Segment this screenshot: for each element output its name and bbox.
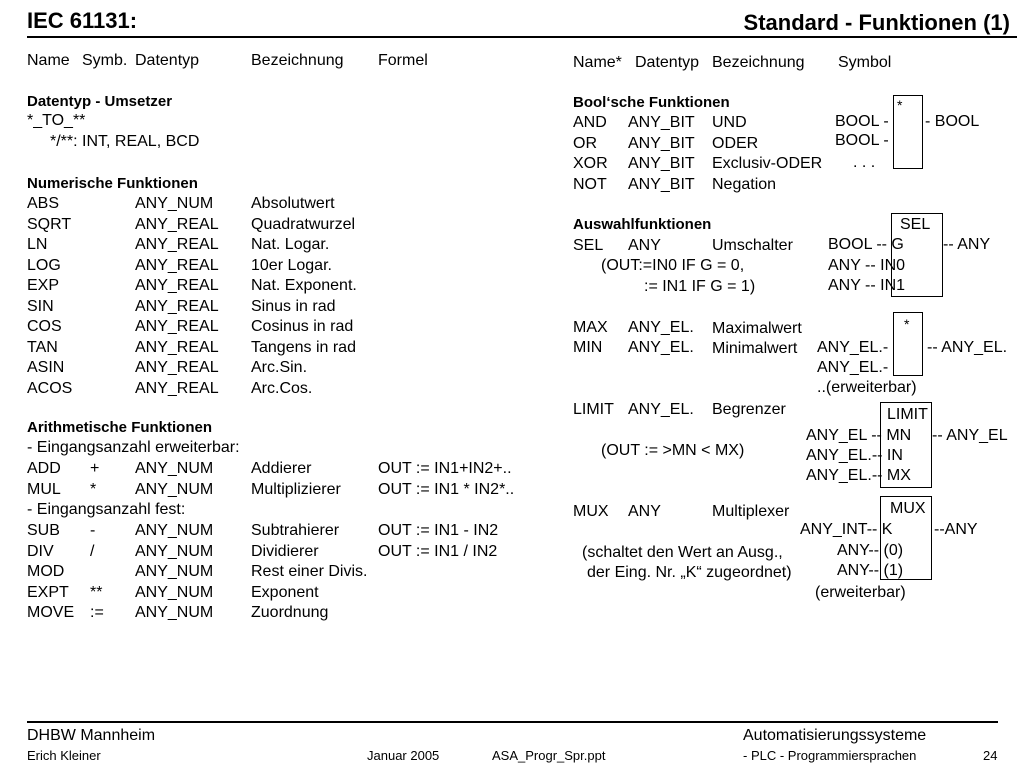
footer-divider bbox=[27, 721, 998, 723]
bool-row-3-col-0: NOT bbox=[573, 175, 607, 193]
bool-row-3-col-2: Negation bbox=[712, 175, 777, 193]
arith-ext-row-1-col-0: MUL bbox=[27, 480, 61, 498]
arith-fixed-row-0-col-0: SUB bbox=[27, 522, 60, 539]
arith-fixed-row-4-col-0: MOVE bbox=[27, 604, 75, 621]
arith-fixed-row-2-col-2: ANY_NUM bbox=[135, 563, 214, 580]
header-right-title: Standard - Funktionen (1) bbox=[743, 10, 1010, 35]
bool-row-1-col-2: ODER bbox=[712, 134, 759, 152]
sel-block-title: SEL bbox=[900, 216, 931, 233]
num-row-5-col-2: Sinus in rad bbox=[251, 297, 336, 315]
max-description: Maximalwert bbox=[712, 320, 802, 337]
num-row-4-col-0: EXP bbox=[27, 277, 60, 294]
arith-fixed-row-0-col-1: - bbox=[90, 522, 96, 539]
bool-block-dots: . . . bbox=[853, 154, 876, 171]
num-row-1-col-2: Quadratwurzel bbox=[251, 215, 356, 233]
sel-block-input-in0: ANY -- IN0 bbox=[828, 257, 906, 274]
num-row-0-col-2: Absolutwert bbox=[251, 195, 335, 212]
num-title: Numerische Funktionen bbox=[27, 175, 198, 192]
bool-block-output: - BOOL bbox=[925, 113, 980, 130]
num-row-5-col-1: ANY_REAL bbox=[135, 297, 219, 315]
arith-ext-row-1-col-3: Multiplizierer bbox=[251, 480, 341, 498]
arith-fixed-row-1-col-3: Dividierer bbox=[251, 542, 319, 560]
arith-note-fixed: - Eingangsanzahl fest: bbox=[27, 501, 186, 518]
mux-note-2: der Eing. Nr. „K“ zugeordnet) bbox=[587, 564, 792, 581]
limit-name: LIMIT bbox=[573, 401, 614, 418]
num-row-2-col-2: Nat. Logar. bbox=[251, 236, 330, 253]
conv-line-1: *_TO_** bbox=[27, 112, 86, 129]
arith-fixed-row-3-col-0: EXPT bbox=[27, 583, 69, 601]
num-row-6-col-0: COS bbox=[27, 318, 62, 335]
bool-row-2-col-1: ANY_BIT bbox=[628, 155, 695, 172]
sel-block-output: -- ANY bbox=[943, 236, 991, 253]
arith-fixed-row-0-col-4: OUT := IN1 - IN2 bbox=[378, 522, 499, 539]
num-row-3-col-2: 10er Logar. bbox=[251, 256, 332, 274]
bool-row-0-col-2: UND bbox=[712, 114, 747, 131]
arith-fixed-row-0-col-3: Subtrahierer bbox=[251, 522, 340, 539]
num-row-8-col-0: ASIN bbox=[27, 359, 65, 376]
bool-row-3-col-1: ANY_BIT bbox=[628, 175, 695, 193]
arith-fixed-row-1-col-1: / bbox=[90, 542, 95, 560]
maxmin-block-input-1: ANY_EL.- bbox=[817, 339, 889, 356]
limit-description: Begrenzer bbox=[712, 401, 786, 418]
bool-row-0-col-1: ANY_BIT bbox=[628, 114, 695, 131]
conv-line-2: */**: INT, REAL, BCD bbox=[50, 133, 200, 150]
right-col-header-symbol: Symbol bbox=[838, 54, 892, 71]
num-row-1-col-0: SQRT bbox=[27, 215, 72, 233]
footer-institution: DHBW Mannheim bbox=[27, 727, 156, 744]
bool-row-2-col-2: Exclusiv-ODER bbox=[712, 155, 823, 172]
mux-block-note: (erweiterbar) bbox=[815, 584, 906, 601]
maxmin-block-note: ..(erweiterbar) bbox=[817, 379, 917, 396]
limit-block-input-mn: ANY_EL -- MN bbox=[806, 427, 912, 444]
limit-block-input-in: ANY_EL.-- IN bbox=[806, 447, 903, 464]
min-name: MIN bbox=[573, 339, 603, 356]
bool-row-0-col-0: AND bbox=[573, 114, 607, 131]
arith-ext-row-0-col-1: + bbox=[90, 460, 100, 477]
num-row-7-col-0: TAN bbox=[27, 338, 58, 356]
mux-block-input-k: ANY_INT-- K bbox=[800, 521, 893, 538]
num-row-7-col-1: ANY_REAL bbox=[135, 338, 219, 356]
footer-course: Automatisierungssysteme bbox=[743, 727, 927, 744]
bool-row-1-col-0: OR bbox=[573, 134, 597, 152]
limit-block-output: -- ANY_EL bbox=[932, 427, 1008, 444]
max-datatype: ANY_EL. bbox=[628, 319, 694, 336]
sel-formula-1: (OUT:=IN0 IF G = 0, bbox=[601, 257, 745, 274]
bool-block-input-2: BOOL - bbox=[835, 132, 889, 149]
mux-description: Multiplexer bbox=[712, 503, 790, 520]
num-row-8-col-2: Arc.Sin. bbox=[251, 359, 308, 376]
sel-datatype: ANY bbox=[628, 237, 661, 254]
mux-block-output: --ANY bbox=[934, 521, 978, 538]
num-row-9-col-1: ANY_REAL bbox=[135, 379, 219, 397]
footer-date: Januar 2005 bbox=[367, 748, 440, 763]
num-row-8-col-1: ANY_REAL bbox=[135, 359, 219, 376]
num-row-6-col-2: Cosinus in rad bbox=[251, 318, 354, 335]
right-col-header-datentyp: Datentyp bbox=[635, 54, 700, 71]
arith-ext-row-1-col-4: OUT := IN1 * IN2*.. bbox=[378, 480, 515, 498]
maxmin-block-title: * bbox=[904, 316, 910, 332]
arith-fixed-row-1-col-4: OUT := IN1 / IN2 bbox=[378, 542, 498, 560]
limit-block-title: LIMIT bbox=[887, 406, 928, 423]
bool-block-title: * bbox=[897, 97, 903, 113]
maxmin-block-output: -- ANY_EL. bbox=[927, 339, 1008, 356]
arith-ext-row-0-col-4: OUT := IN1+IN2+.. bbox=[378, 460, 512, 477]
mux-note-1: (schaltet den Wert an Ausg., bbox=[582, 544, 783, 561]
max-name: MAX bbox=[573, 319, 608, 336]
arith-fixed-row-1-col-2: ANY_NUM bbox=[135, 542, 214, 560]
num-row-7-col-2: Tangens in rad bbox=[251, 338, 356, 356]
maxmin-block-input-2: ANY_EL.- bbox=[817, 359, 889, 376]
num-row-0-col-0: ABS bbox=[27, 195, 60, 212]
limit-block-input-mx: ANY_EL.-- MX bbox=[806, 467, 911, 484]
sel-name: SEL bbox=[573, 237, 604, 254]
min-description: Minimalwert bbox=[712, 340, 798, 357]
left-col-header-name: Name bbox=[27, 52, 70, 69]
num-row-2-col-0: LN bbox=[27, 236, 48, 253]
arith-ext-row-0-col-0: ADD bbox=[27, 460, 61, 477]
num-row-9-col-2: Arc.Cos. bbox=[251, 379, 313, 397]
arith-ext-row-0-col-2: ANY_NUM bbox=[135, 460, 214, 477]
num-row-4-col-1: ANY_REAL bbox=[135, 277, 219, 294]
num-row-9-col-0: ACOS bbox=[27, 379, 73, 397]
num-row-3-col-0: LOG bbox=[27, 256, 61, 274]
footer-subtitle: - PLC - Programmiersprachen bbox=[743, 748, 917, 763]
arith-fixed-row-4-col-2: ANY_NUM bbox=[135, 604, 214, 621]
num-row-6-col-1: ANY_REAL bbox=[135, 318, 219, 335]
bool-row-2-col-0: XOR bbox=[573, 155, 608, 172]
mux-name: MUX bbox=[573, 503, 609, 520]
min-datatype: ANY_EL. bbox=[628, 339, 694, 356]
arith-ext-row-0-col-3: Addierer bbox=[251, 460, 312, 477]
right-col-header-bezeichnung: Bezeichnung bbox=[712, 54, 805, 71]
left-col-header-datentyp: Datentyp bbox=[135, 52, 200, 69]
footer-author: Erich Kleiner bbox=[27, 748, 101, 763]
sel-title: Auswahlfunktionen bbox=[573, 216, 712, 233]
mux-block-title: MUX bbox=[890, 500, 926, 517]
num-row-5-col-0: SIN bbox=[27, 297, 54, 315]
mux-block-input-0: ANY-- (0) bbox=[837, 542, 904, 559]
right-col-header-name: Name* bbox=[573, 54, 622, 71]
arith-note-extensible: - Eingangsanzahl erweiterbar: bbox=[27, 439, 240, 456]
num-row-1-col-1: ANY_REAL bbox=[135, 215, 219, 233]
arith-fixed-row-0-col-2: ANY_NUM bbox=[135, 522, 214, 539]
bool-block-input-1: BOOL - bbox=[835, 113, 889, 130]
mux-datatype: ANY bbox=[628, 503, 661, 520]
arith-fixed-row-4-col-3: Zuordnung bbox=[251, 604, 329, 621]
sel-description: Umschalter bbox=[712, 237, 793, 254]
conv-title: Datentyp - Umsetzer bbox=[27, 93, 173, 110]
sel-formula-2: := IN1 IF G = 1) bbox=[644, 278, 756, 295]
arith-ext-row-1-col-2: ANY_NUM bbox=[135, 480, 214, 498]
arith-fixed-row-2-col-0: MOD bbox=[27, 563, 65, 580]
limit-datatype: ANY_EL. bbox=[628, 401, 694, 418]
header-left-title: IEC 61131: bbox=[27, 8, 138, 33]
num-row-2-col-1: ANY_REAL bbox=[135, 236, 219, 253]
limit-formula: (OUT := >MN < MX) bbox=[601, 442, 745, 459]
arith-fixed-row-2-col-3: Rest einer Divis. bbox=[251, 563, 368, 580]
arith-fixed-row-4-col-1: := bbox=[90, 604, 104, 621]
header-divider bbox=[27, 36, 1017, 38]
num-row-3-col-1: ANY_REAL bbox=[135, 256, 219, 274]
arith-fixed-row-3-col-2: ANY_NUM bbox=[135, 583, 214, 601]
arith-fixed-row-3-col-1: ** bbox=[90, 583, 103, 601]
arith-fixed-row-1-col-0: DIV bbox=[27, 542, 54, 560]
footer-file: ASA_Progr_Spr.ppt bbox=[492, 748, 606, 763]
arith-ext-row-1-col-1: * bbox=[90, 480, 97, 498]
num-row-4-col-2: Nat. Exponent. bbox=[251, 277, 357, 294]
mux-block-input-1: ANY-- (1) bbox=[837, 562, 904, 579]
footer-page-number: 24 bbox=[983, 748, 998, 763]
bool-title: Bool‘sche Funktionen bbox=[573, 94, 730, 111]
left-col-header-formel: Formel bbox=[378, 52, 428, 69]
bool-row-1-col-1: ANY_BIT bbox=[628, 134, 695, 152]
arith-fixed-row-3-col-3: Exponent bbox=[251, 583, 319, 601]
sel-block-input-in1: ANY -- IN1 bbox=[828, 277, 906, 294]
sel-block-input-g: BOOL -- G bbox=[828, 236, 904, 253]
left-col-header-symb: Symb. bbox=[82, 52, 128, 69]
arith-title: Arithmetische Funktionen bbox=[27, 419, 213, 436]
left-col-header-bezeichnung: Bezeichnung bbox=[251, 52, 344, 69]
num-row-0-col-1: ANY_NUM bbox=[135, 195, 214, 212]
